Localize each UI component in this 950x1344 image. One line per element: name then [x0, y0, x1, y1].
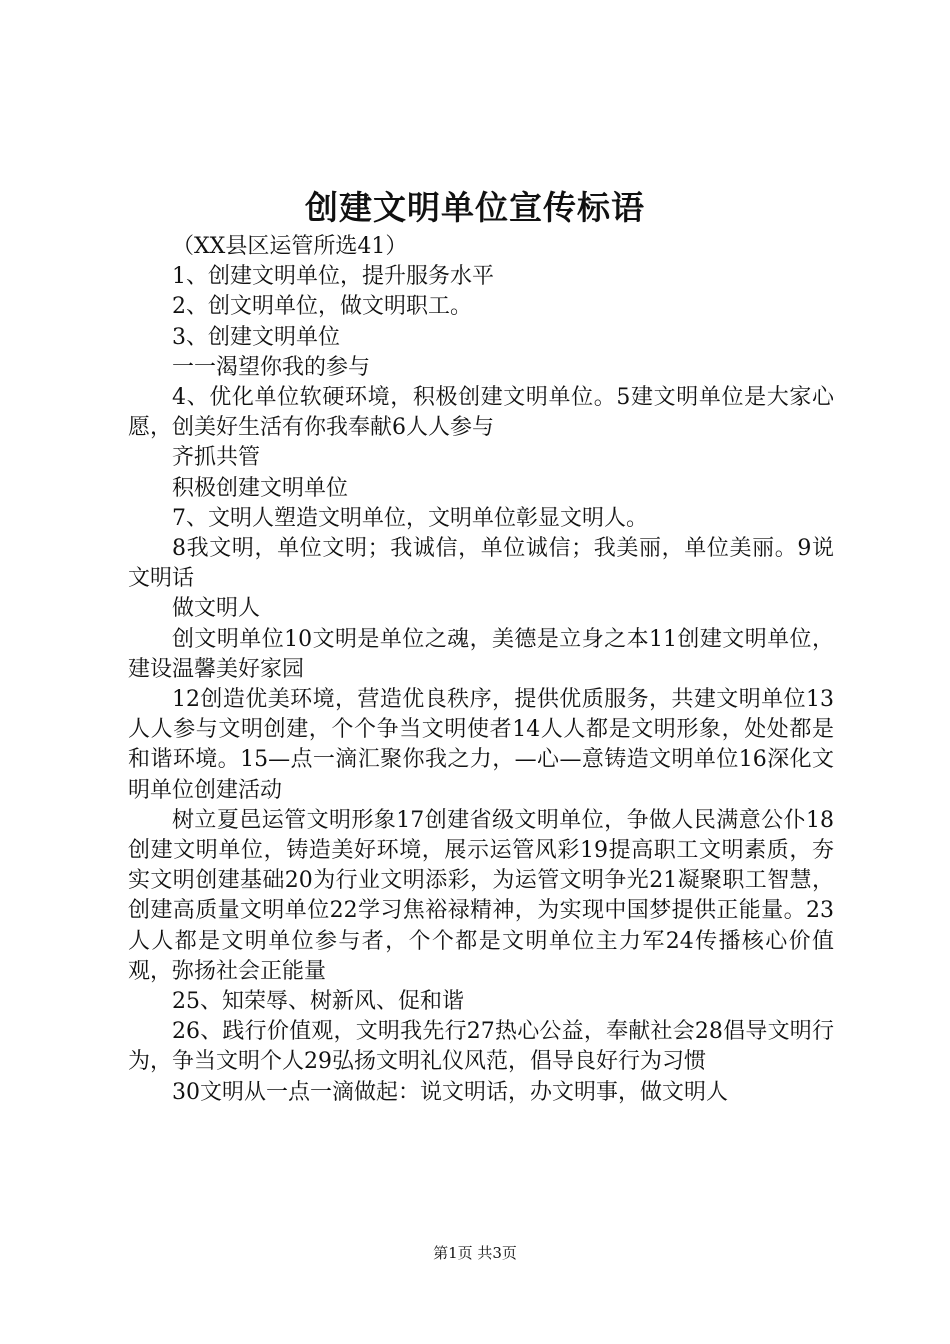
paragraph-3: 3、创建文明单位	[172, 324, 340, 350]
paragraph-25: 25、知荣辱、树新风、促和谐	[172, 989, 464, 1015]
document-body	[128, 232, 834, 1108]
paragraph-2: 2、创文明单位，做文明职工。	[172, 294, 472, 320]
paragraph-8-9: 8我文明，单位文明；我诚信，单位诚信；我美丽，单位美丽。9说文明话	[128, 536, 834, 592]
paragraph-16-24: 树立夏邑运管文明形象17创建省级文明单位，争做人民满意公仆18创建文明单位，铸造美好环境，展示运管风彩19提高职工文明素质，夯实文明创建基础20为行业文明添彩，为运管文明争光21凝聚职工智慧，创建高质量文明单位22学习焦裕禄精神，为实现中国梦提供正能量。23人人都是文明单位参与者，个个都是文明单位主力军24传播核心价值观，弥扬社会正能量	[128, 807, 834, 984]
paragraph-26-29: 26、践行价值观，文明我先行27热心公益，奉献社会28倡导文明行为，争当文明个人29弘扬文明礼仪风范，倡导良好行为习惯	[128, 1019, 834, 1075]
paragraph-source: （XX县区运管所选41）	[172, 234, 408, 259]
paragraph-1: 1、创建文明单位，提升服务水平	[172, 264, 494, 290]
paragraph-9-sub: 做文明人	[172, 596, 261, 622]
paragraph-30: 30文明从一点一滴做起：说文明话，办文明事，做文明人	[172, 1079, 728, 1105]
paragraph-7: 7、文明人塑造文明单位，文明单位彰显文明人。	[172, 505, 648, 531]
paragraph-4-6: 4、优化单位软硬环境，积极创建文明单位。5建文明单位是大家心愿，创美好生活有你我奉献6人人参与	[128, 385, 834, 441]
page-footer: 第1页 共3页	[433, 1244, 517, 1262]
paragraph-12-16: 12创造优美环境，营造优良秩序，提供优质服务，共建文明单位13人人参与文明创建，个个争当文明使者14人人都是文明形象，处处都是和谐环境。15—点一滴汇聚你我之力，—心—意铸造文明单位16深化文明单位创建活动	[128, 687, 834, 803]
paragraph-6-sub-a: 齐抓共管	[172, 445, 261, 471]
paragraph-3-sub: 一一渴望你我的参与	[172, 354, 371, 380]
document-title: 创建文明单位宣传标语	[305, 188, 645, 227]
paragraph-6-sub-b: 积极创建文明单位	[172, 475, 349, 501]
paragraph-10-11: 创文明单位10文明是单位之魂，美德是立身之本11创建文明单位，建设温馨美好家园	[128, 626, 834, 682]
